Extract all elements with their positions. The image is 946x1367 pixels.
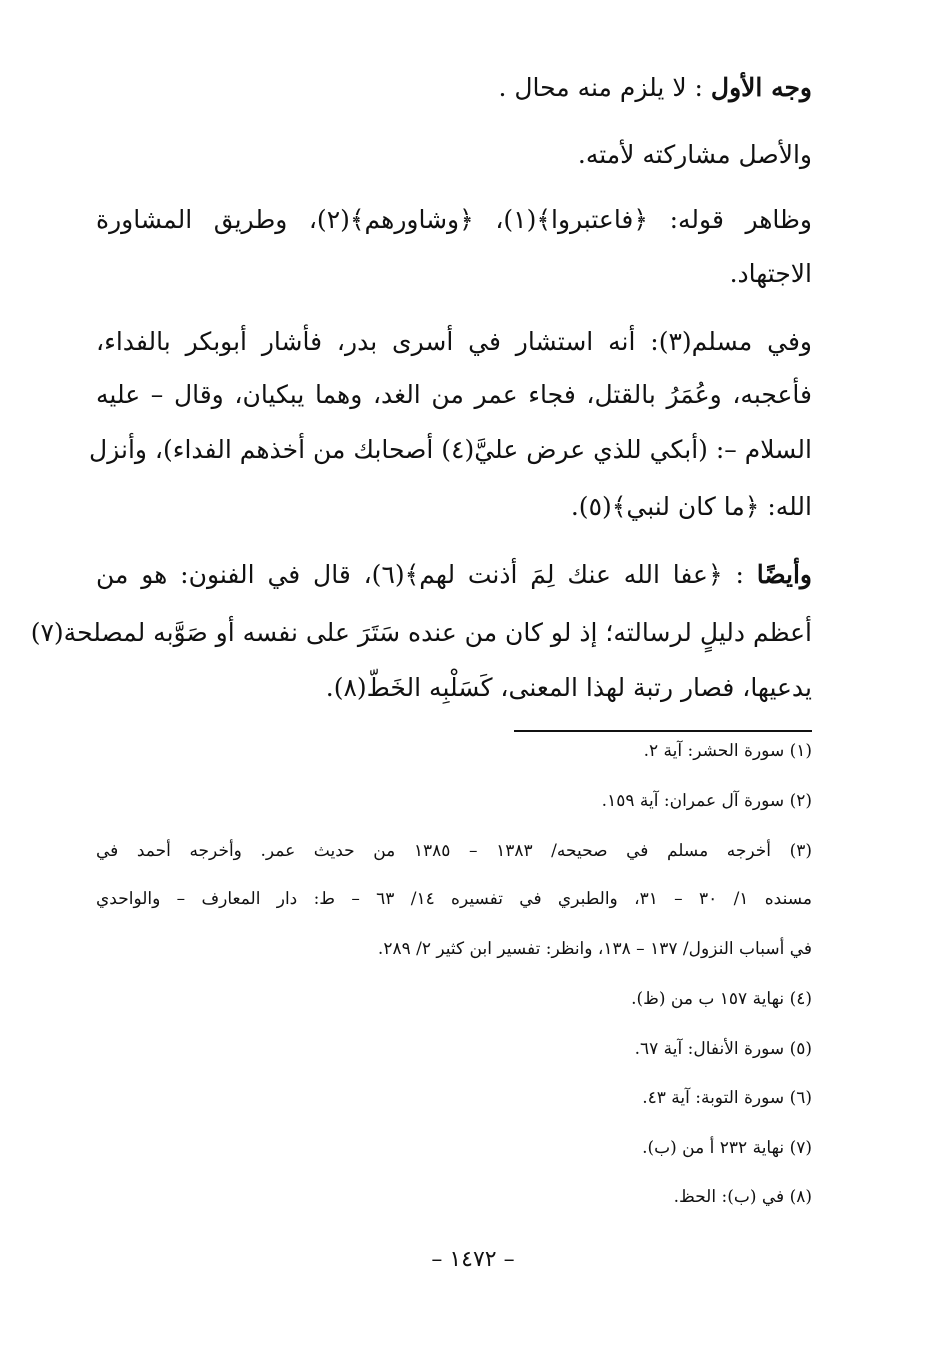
footnote-2: (٢) سورة آل عمران: آية ١٥٩. <box>601 791 812 811</box>
text-line-2: والأصل مشاركته لأمته. <box>577 140 812 169</box>
text-line-4: الاجتهاد. <box>729 259 812 288</box>
text-line-7: السلام –: (أبكي للذي عرض عليَّ(٤) أصحابك من أخذهم الفداء)، وأنزل <box>89 435 812 464</box>
text-line-1 <box>96 68 812 108</box>
footnote-7: (٧) نهاية ٢٣٢ أ من (ب). <box>642 1138 812 1158</box>
text-line-9 <box>96 555 812 595</box>
text-line-5: وفي مسلم(٣): أنه استشار في أسرى بدر، فأشار أبوبكر بالفداء، <box>96 327 812 356</box>
footnote-6: (٦) سورة التوبة: آية ٤٣. <box>642 1088 812 1108</box>
footnote-3-cont: مسنده ١/ ٣٠ – ٣١، والطبري في تفسيره ١٤/ ٦٣ – ط: دار المعارف – والواحدي <box>96 889 812 909</box>
heading-bold: وأيضًا <box>756 560 812 589</box>
text-line-6: فأعجبه، وعُمَرُ بالقتل، فجاء عمر من الغد، وهما يبكيان، وقال – عليه <box>96 380 812 409</box>
footnote-3-cont: في أسباب النزول/ ١٣٧ – ١٣٨، وانظر: تفسير ابن كثير ٢/ ٢٨٩. <box>377 939 812 959</box>
text-line-11: يدعيها، فصار رتبة لهذا المعنى، كَسَلْبِه الخَطّ(٨). <box>325 673 812 702</box>
text-line-10: أعظم دليلٍ لرسالته؛ إذ لو كان من عنده سَتَرَ على نفسه أو صَوَّبه لمصلحة(٧) <box>30 618 812 647</box>
footnote-1: (١) سورة الحشر: آية ٢. <box>643 741 812 761</box>
text-line-3: وظاهر قوله: ﴿فاعتبروا﴾(١)، ﴿وشاورهم﴾(٢)، وطريق المشاورة <box>96 205 813 234</box>
text-span: : ﴿عفا الله عنك لِمَ أذنت لهم﴾(٦)، قال في الفنون: هو من <box>96 560 744 589</box>
heading-bold: وجه الأول <box>710 73 812 102</box>
footnote-8: (٨) في (ب): الحظ. <box>673 1187 812 1207</box>
page-number: – ١٤٧٢ – <box>431 1247 515 1272</box>
footnote-4: (٤) نهاية ١٥٧ ب من (ظ). <box>631 989 812 1009</box>
footnote-3: (٣) أخرجه مسلم في صحيحه/ ١٣٨٣ – ١٣٨٥ من حديث عمر. وأخرجه أحمد في <box>96 841 813 861</box>
text-line-8: الله: ﴿ما كان لنبي﴾(٥). <box>570 492 812 521</box>
text-span: : لا يلزم منه محال . <box>498 73 703 102</box>
footnote-5: (٥) سورة الأنفال: آية ٦٧. <box>634 1039 812 1059</box>
footnote-separator <box>514 730 812 732</box>
